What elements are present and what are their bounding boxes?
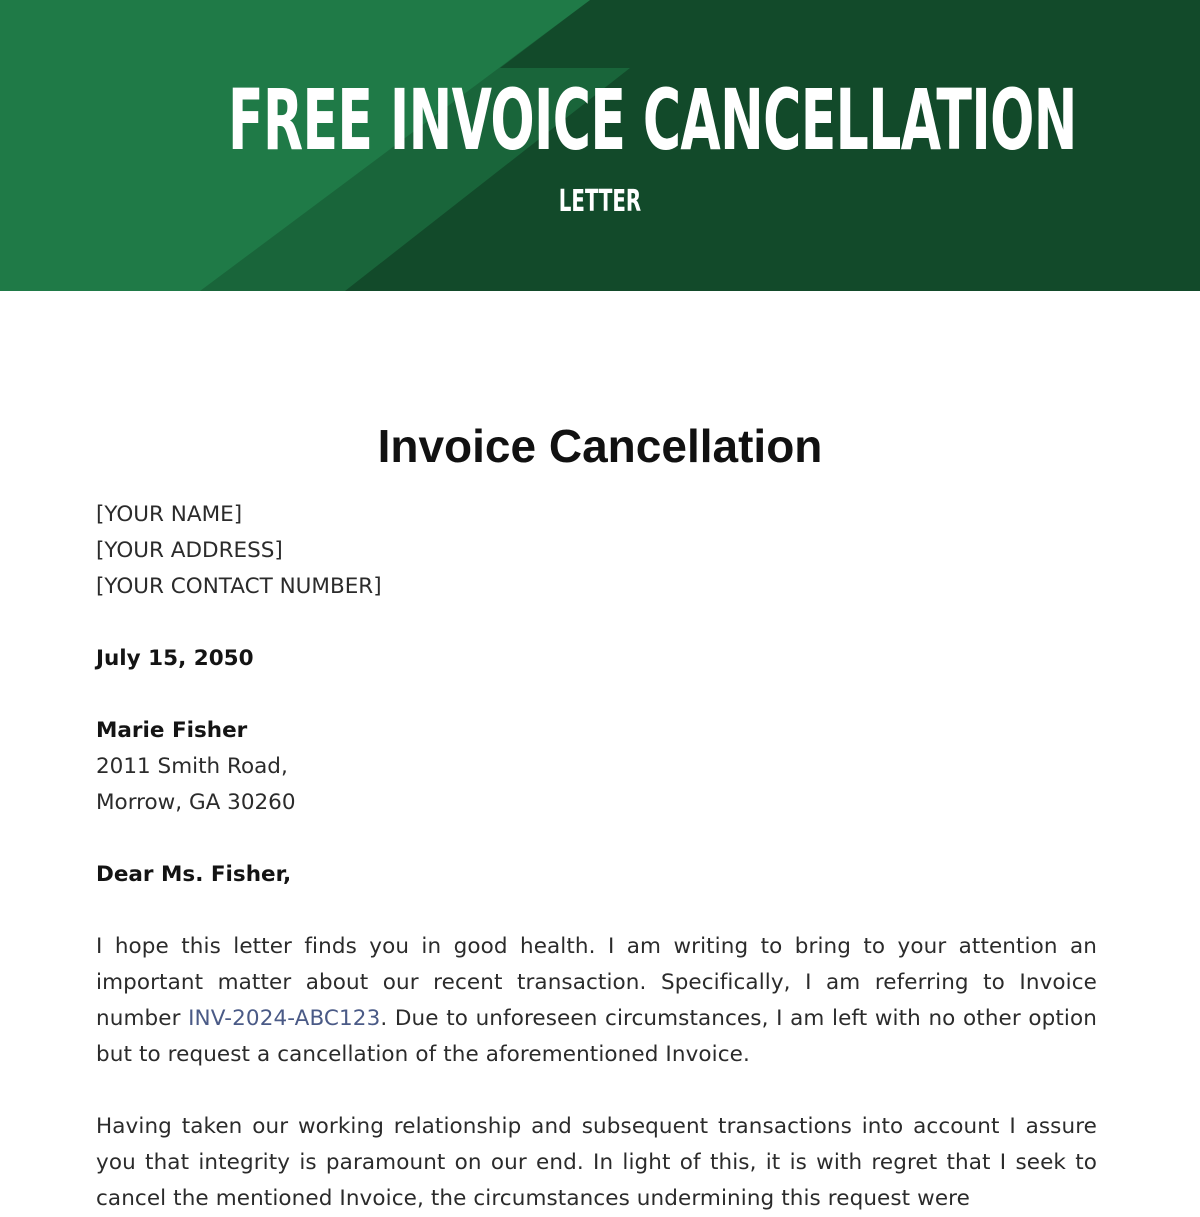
header-banner	[0, 0, 1200, 291]
sender-name: [YOUR NAME]	[96, 502, 243, 527]
banner-subtitle: LETTER	[558, 184, 642, 219]
sender-address: [YOUR ADDRESS]	[96, 538, 283, 563]
salutation: Dear Ms. Fisher,	[96, 862, 292, 887]
paragraph-2: Having taken our working relationship and subsequent transactions into account I assure you that integrity is paramount on our end. In light of this, it is with regret that I seek to cancel the mentioned Invoice, the circumstances undermining this request were	[96, 1114, 1097, 1211]
banner-title: FREE INVOICE CANCELLATION	[228, 71, 1077, 169]
recipient-street: 2011 Smith Road,	[96, 754, 288, 779]
recipient-city: Morrow, GA 30260	[96, 790, 296, 815]
sender-contact: [YOUR CONTACT NUMBER]	[96, 574, 382, 599]
document-title: Invoice Cancellation	[377, 420, 823, 472]
paragraph-1	[96, 929, 1097, 1073]
paragraph-1-text-end: . Due to unforeseen circumstances, I am left with no other option but to request a cancellation of the aforementioned Invoice.	[96, 1006, 1097, 1067]
paragraph-1-text-start: I hope this letter finds you in good health. I am writing to bring to your attention an important matter about our recent transaction. Specifically, I am referring to Invoice number	[96, 934, 1097, 1031]
recipient-name: Marie Fisher	[96, 718, 248, 743]
invoice-number: INV-2024-ABC123	[188, 1006, 381, 1031]
letter-date: July 15, 2050	[96, 646, 254, 671]
letter-body	[96, 497, 1097, 1217]
